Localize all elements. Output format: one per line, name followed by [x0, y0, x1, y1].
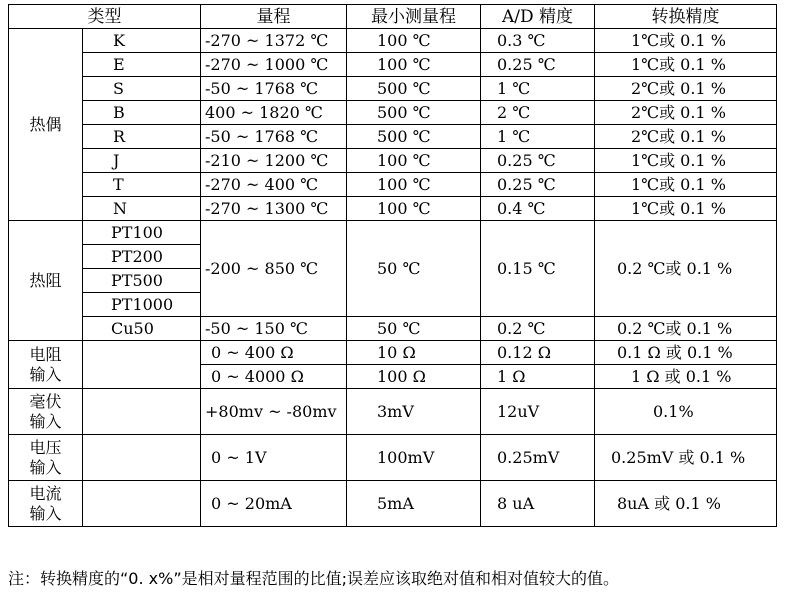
type-cell: PT100 [83, 221, 201, 245]
type-cell: B [83, 101, 201, 125]
min-range-cell: 500 ℃ [347, 77, 481, 101]
table-row [9, 221, 777, 245]
range-cell: 400 ~ 1820 ℃ [201, 101, 347, 125]
table-row [9, 435, 777, 481]
conv-cell: 1℃或 0.1 % [595, 53, 777, 77]
range-cell: -50 ~ 1768 ℃ [201, 77, 347, 101]
range-cell: -50 ~ 1768 ℃ [201, 125, 347, 149]
min-range-cell: 500 ℃ [347, 125, 481, 149]
conv-cell: 0.2 ℃或 0.1 % [595, 317, 777, 341]
range-cell: +80mv ~ -80mv [201, 389, 347, 435]
table-row [9, 389, 777, 435]
min-range-cell: 100 ℃ [347, 149, 481, 173]
table-row [9, 481, 777, 527]
range-cell: -200 ~ 850 ℃ [201, 221, 347, 317]
conv-cell: 1℃或 0.1 % [595, 29, 777, 53]
ad-cell: 0.3 ℃ [481, 29, 595, 53]
table-row [9, 29, 777, 53]
header-min-range: 最小测量程 [347, 5, 481, 29]
type-cell: PT500 [83, 269, 201, 293]
min-range-cell: 10 Ω [347, 341, 481, 365]
category-thermocouple: 热偶 [9, 29, 83, 221]
range-cell: -270 ~ 1372 ℃ [201, 29, 347, 53]
category-voltage: 电压 输入 [9, 435, 83, 481]
header-row [9, 5, 777, 29]
ad-cell: 0.12 Ω [481, 341, 595, 365]
min-range-cell: 100 Ω [347, 365, 481, 389]
ad-cell: 0.25 ℃ [481, 173, 595, 197]
type-cell-empty [83, 481, 201, 527]
conv-cell: 0.1% [595, 389, 777, 435]
table-row [9, 125, 777, 149]
ad-cell: 0.15 ℃ [481, 221, 595, 317]
range-cell: 0 ~ 20mA [201, 481, 347, 527]
header-range: 量程 [201, 5, 347, 29]
ad-cell: 0.25mV [481, 435, 595, 481]
type-cell: E [83, 53, 201, 77]
range-cell: 0 ~ 400 Ω [201, 341, 347, 365]
type-cell: T [83, 173, 201, 197]
type-cell-empty [83, 389, 201, 435]
min-range-cell: 100mV [347, 435, 481, 481]
conv-cell: 0.1 Ω 或 0.1 % [595, 341, 777, 365]
ad-cell: 0.4 ℃ [481, 197, 595, 221]
conv-cell: 1℃或 0.1 % [595, 149, 777, 173]
type-cell: N [83, 197, 201, 221]
min-range-cell: 100 ℃ [347, 197, 481, 221]
min-range-cell: 100 ℃ [347, 173, 481, 197]
range-cell: 0 ~ 1V [201, 435, 347, 481]
ad-cell: 0.25 ℃ [481, 53, 595, 77]
table-row [9, 101, 777, 125]
category-current: 电流 输入 [9, 481, 83, 527]
category-resistance: 电阻 输入 [9, 341, 83, 389]
min-range-cell: 5mA [347, 481, 481, 527]
range-cell: -50 ~ 150 ℃ [201, 317, 347, 341]
ad-cell: 1 ℃ [481, 125, 595, 149]
conv-cell: 2℃或 0.1 % [595, 125, 777, 149]
table-row [9, 341, 777, 365]
type-cell: K [83, 29, 201, 53]
ad-cell: 12uV [481, 389, 595, 435]
ad-cell: 1 Ω [481, 365, 595, 389]
spec-table [8, 4, 777, 527]
range-cell: 0 ~ 4000 Ω [201, 365, 347, 389]
header-type: 类型 [9, 5, 201, 29]
ad-cell: 0.2 ℃ [481, 317, 595, 341]
table-row [9, 77, 777, 101]
footnote: 注：转换精度的“0. x%”是相对量程范围的比值;误差应该取绝对值和相对值较大的值。 [8, 569, 619, 588]
min-range-cell: 100 ℃ [347, 53, 481, 77]
range-cell: -210 ~ 1200 ℃ [201, 149, 347, 173]
min-range-cell: 100 ℃ [347, 29, 481, 53]
conv-cell: 2℃或 0.1 % [595, 101, 777, 125]
range-cell: -270 ~ 400 ℃ [201, 173, 347, 197]
header-conv-precision: 转换精度 [595, 5, 777, 29]
conv-cell: 1℃或 0.1 % [595, 197, 777, 221]
min-range-cell: 50 ℃ [347, 221, 481, 317]
table-row [9, 173, 777, 197]
ad-cell: 2 ℃ [481, 101, 595, 125]
ad-cell: 1 ℃ [481, 77, 595, 101]
conv-cell: 0.2 ℃或 0.1 % [595, 221, 777, 317]
range-cell: -270 ~ 1000 ℃ [201, 53, 347, 77]
table-row [9, 53, 777, 77]
category-millivolt: 毫伏 输入 [9, 389, 83, 435]
type-cell: J [83, 149, 201, 173]
conv-cell: 1℃或 0.1 % [595, 173, 777, 197]
type-cell: S [83, 77, 201, 101]
table-row [9, 317, 777, 341]
header-ad-precision: A/D 精度 [481, 5, 595, 29]
type-cell: PT200 [83, 245, 201, 269]
min-range-cell: 500 ℃ [347, 101, 481, 125]
range-cell: -270 ~ 1300 ℃ [201, 197, 347, 221]
min-range-cell: 3mV [347, 389, 481, 435]
table-row [9, 197, 777, 221]
type-cell-empty [83, 435, 201, 481]
conv-cell: 2℃或 0.1 % [595, 77, 777, 101]
type-cell-empty [83, 341, 201, 389]
min-range-cell: 50 ℃ [347, 317, 481, 341]
ad-cell: 8 uA [481, 481, 595, 527]
type-cell: Cu50 [83, 317, 201, 341]
type-cell: PT1000 [83, 293, 201, 317]
conv-cell: 0.25mV 或 0.1 % [595, 435, 777, 481]
conv-cell: 1 Ω 或 0.1 % [595, 365, 777, 389]
type-cell: R [83, 125, 201, 149]
ad-cell: 0.25 ℃ [481, 149, 595, 173]
conv-cell: 8uA 或 0.1 % [595, 481, 777, 527]
category-rtd: 热阻 [9, 221, 83, 341]
table-row [9, 149, 777, 173]
